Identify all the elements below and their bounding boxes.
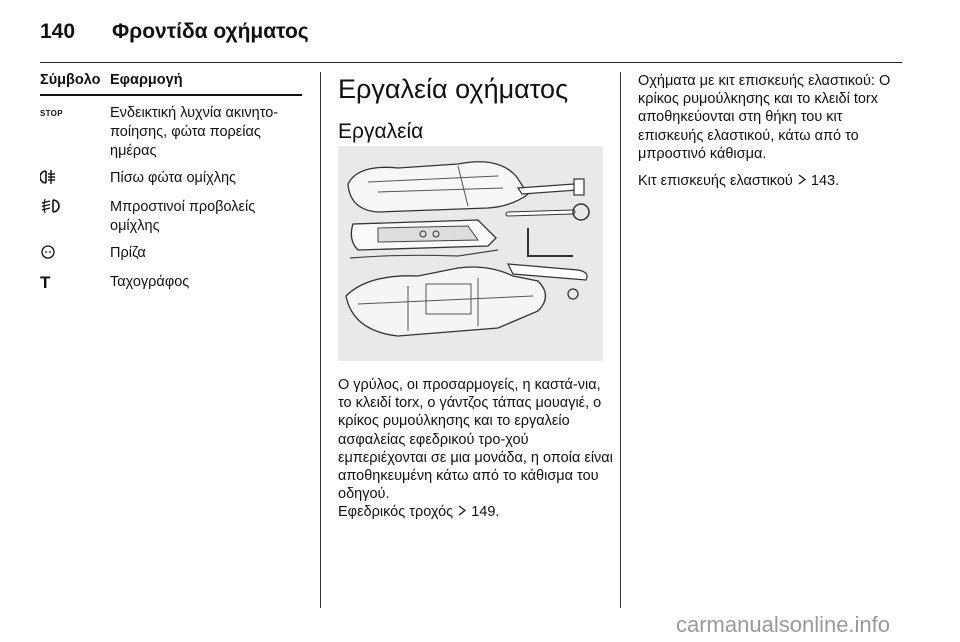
tools-paragraph: Ο γρύλος, οι προσαρμογείς, η καστά-νια, το κλειδί torx, ο γάντζος τάπας μουαγιέ, ο κρίκος ρυμούλκησης και το εργαλείο ασφαλείας εφεδρικού τρο-χού εμπεριέχονται σε μια μονάδα, η οποία είναι αποθηκευμένη κάτω από το κάθισμα του οδηγού. — [338, 377, 613, 503]
socket-icon — [40, 244, 110, 265]
page-number: 140 — [40, 20, 76, 43]
table-header — [40, 72, 302, 96]
column-symbol-header: Σύμβολο — [40, 72, 101, 88]
column-divider — [620, 72, 621, 608]
page-reference-arrow-icon — [457, 504, 467, 519]
front-fog-icon — [40, 198, 110, 236]
spare-wheel-text: Εφεδρικός τροχός — [338, 504, 454, 520]
rear-fog-icon — [40, 169, 110, 190]
kit-text: Κιτ επισκευής ελαστικού — [638, 173, 793, 189]
table-row — [40, 273, 302, 293]
table-row — [40, 104, 302, 161]
kit-page-ref[interactable]: 143. — [810, 173, 840, 189]
stop-lamp-icon: STOP — [40, 109, 63, 118]
column-function-header: Εφαρμογή — [110, 72, 183, 88]
page-reference-arrow-icon — [797, 173, 807, 188]
spare-wheel-page-ref[interactable]: 149. — [471, 504, 500, 520]
row-text: Πρίζα — [110, 245, 146, 261]
kit-vehicles-paragraph: Οχήματα με κιτ επισκευής ελαστικού: Ο κρίκος ρυμούλκησης και το κλειδί torx αποθηκεύονται στη θήκη του κιτ επισκευής ελαστικού, κάτω από το μπροστινό κάθισμα. — [638, 73, 891, 162]
row-text: Ταχογράφος — [110, 274, 190, 290]
table-row — [40, 244, 302, 265]
table-row — [40, 169, 302, 190]
watermark: carmanualsonline.info — [676, 612, 891, 637]
row-text: Πίσω φώτα ομίχλης — [110, 170, 236, 186]
header-divider — [40, 62, 902, 63]
tools-illustration — [338, 146, 603, 361]
section-title: Εργαλεία οχήματος — [338, 74, 569, 104]
kit-paragraph — [638, 172, 908, 190]
page-header-title: Φροντίδα οχήματος — [112, 20, 309, 43]
section-subtitle: Εργαλεία — [338, 120, 424, 143]
tachograph-icon: T — [40, 273, 51, 292]
spare-wheel-paragraph — [338, 503, 613, 521]
row-text: Ενδεικτική λυχνία ακινητο-ποίησης, φώτα πορείας ημέρας — [110, 105, 279, 159]
column-divider — [320, 72, 321, 608]
table-row — [40, 198, 302, 236]
row-text: Μπροστινοί προβολείς ομίχλης — [110, 199, 256, 234]
symbol-table — [40, 72, 302, 293]
